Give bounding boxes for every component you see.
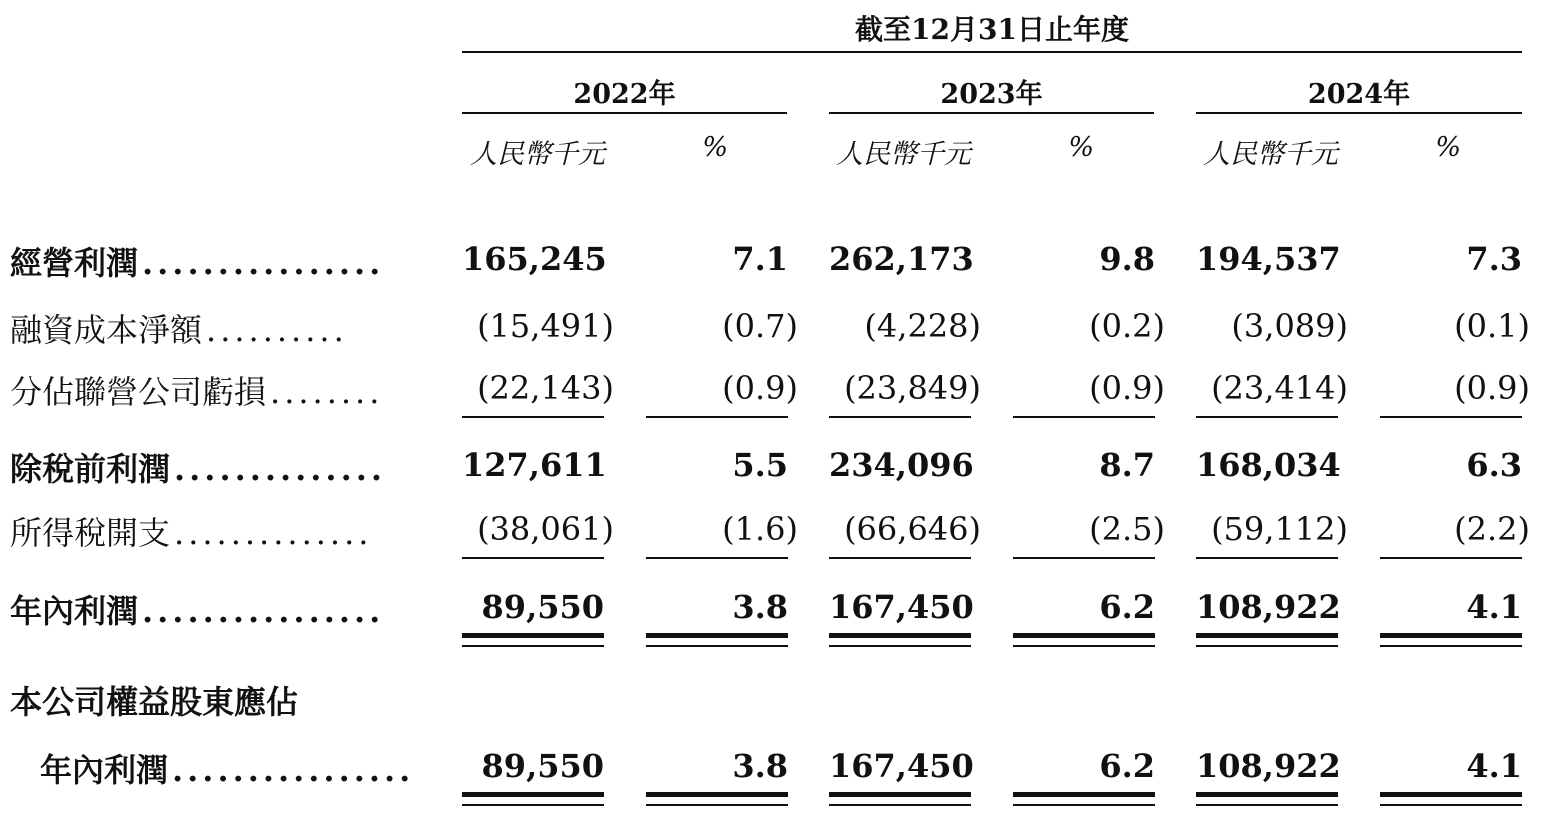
cell-value: 168,034 <box>1196 446 1341 484</box>
cell-value: 262,173 <box>829 240 974 278</box>
subtotal-rule <box>1196 557 1338 559</box>
cell-value: (23,414) <box>1211 369 1348 407</box>
cell-pct: (0.7) <box>722 307 798 345</box>
total-double-rule <box>646 633 788 647</box>
cell-value: (38,061) <box>477 510 614 548</box>
cell-pct: (0.9) <box>722 369 798 407</box>
subtotal-rule <box>462 416 604 418</box>
total-double-rule <box>1013 792 1155 806</box>
year-underline-2023 <box>829 112 1154 114</box>
year-underline-2024 <box>1196 112 1522 114</box>
row-label-income-tax-expense: 所得稅開支 .............. <box>10 514 373 552</box>
cell-value: 167,450 <box>829 588 974 626</box>
total-double-rule <box>1013 633 1155 647</box>
cell-value: 234,096 <box>829 446 974 484</box>
pct-header-2022: % <box>702 132 728 163</box>
subtotal-rule <box>829 557 971 559</box>
cell-value: (15,491) <box>477 307 614 345</box>
total-double-rule <box>462 633 604 647</box>
year-header-2022: 2022年 <box>573 79 676 110</box>
cell-value: (66,646) <box>844 510 981 548</box>
cell-value: 108,922 <box>1196 588 1341 626</box>
subtotal-rule <box>1013 416 1155 418</box>
row-label-operating-profit: 經營利潤 ................ <box>10 244 385 282</box>
cell-pct: (0.1) <box>1454 307 1530 345</box>
cell-pct: 6.2 <box>1099 747 1155 785</box>
cell-pct: (1.6) <box>722 510 798 548</box>
subtotal-rule <box>829 416 971 418</box>
cell-value: (59,112) <box>1211 510 1348 548</box>
row-label-profit-for-year: 年內利潤 ................ <box>10 592 385 630</box>
year-header-2023: 2023年 <box>940 79 1043 110</box>
cell-pct: 6.2 <box>1099 588 1155 626</box>
unit-header-2024: 人民幣千元 <box>1203 139 1338 170</box>
cell-pct: 8.7 <box>1099 446 1155 484</box>
pct-header-2023: % <box>1068 132 1094 163</box>
total-double-rule <box>646 792 788 806</box>
cell-value: (3,089) <box>1231 307 1348 345</box>
cell-value: (22,143) <box>477 369 614 407</box>
row-label-profit-before-tax: 除稅前利潤 .............. <box>10 450 386 488</box>
cell-value: 127,611 <box>462 446 607 484</box>
period-underline <box>462 51 1522 53</box>
cell-value: (23,849) <box>844 369 981 407</box>
total-double-rule <box>829 792 971 806</box>
total-double-rule <box>1380 633 1522 647</box>
year-underline-2022 <box>462 112 787 114</box>
cell-pct: (2.5) <box>1089 510 1165 548</box>
cell-value: 89,550 <box>481 747 604 785</box>
cell-pct: (2.2) <box>1454 510 1530 548</box>
row-label-share-of-associates-loss: 分佔聯營公司虧損 ........ <box>10 373 384 411</box>
period-header: 截至12月31日止年度 <box>855 13 1129 46</box>
cell-pct: 3.8 <box>732 747 788 785</box>
cell-value: 167,450 <box>829 747 974 785</box>
total-double-rule <box>1196 792 1338 806</box>
cell-pct: 4.1 <box>1466 747 1522 785</box>
total-double-rule <box>1380 792 1522 806</box>
total-double-rule <box>829 633 971 647</box>
cell-pct: 4.1 <box>1466 588 1522 626</box>
cell-pct: 5.5 <box>732 446 788 484</box>
total-double-rule <box>1196 633 1338 647</box>
cell-value: (4,228) <box>864 307 981 345</box>
row-label-attributable-heading: 本公司權益股東應佔 <box>10 683 299 721</box>
subtotal-rule <box>1013 557 1155 559</box>
cell-pct: 6.3 <box>1466 446 1522 484</box>
year-header-2024: 2024年 <box>1307 79 1411 110</box>
row-label-attributable-profit: 年內利潤 ................ <box>40 751 415 789</box>
unit-header-2023: 人民幣千元 <box>836 139 971 170</box>
cell-pct: 9.8 <box>1099 240 1155 278</box>
cell-pct: 7.3 <box>1466 240 1522 278</box>
cell-value: 194,537 <box>1196 240 1341 278</box>
cell-pct: (0.2) <box>1089 307 1165 345</box>
cell-value: 108,922 <box>1196 747 1341 785</box>
subtotal-rule <box>462 557 604 559</box>
total-double-rule <box>462 792 604 806</box>
subtotal-rule <box>1196 416 1338 418</box>
cell-value: 89,550 <box>481 588 604 626</box>
cell-pct: (0.9) <box>1454 369 1530 407</box>
row-label-finance-costs: 融資成本淨額 .......... <box>10 311 348 349</box>
cell-pct: 7.1 <box>732 240 788 278</box>
subtotal-rule <box>1380 557 1522 559</box>
cell-pct: (0.9) <box>1089 369 1165 407</box>
subtotal-rule <box>646 557 788 559</box>
subtotal-rule <box>1380 416 1522 418</box>
unit-header-2022: 人民幣千元 <box>470 139 605 170</box>
pct-header-2024: % <box>1435 132 1461 163</box>
cell-value: 165,245 <box>462 240 607 278</box>
subtotal-rule <box>646 416 788 418</box>
cell-pct: 3.8 <box>732 588 788 626</box>
